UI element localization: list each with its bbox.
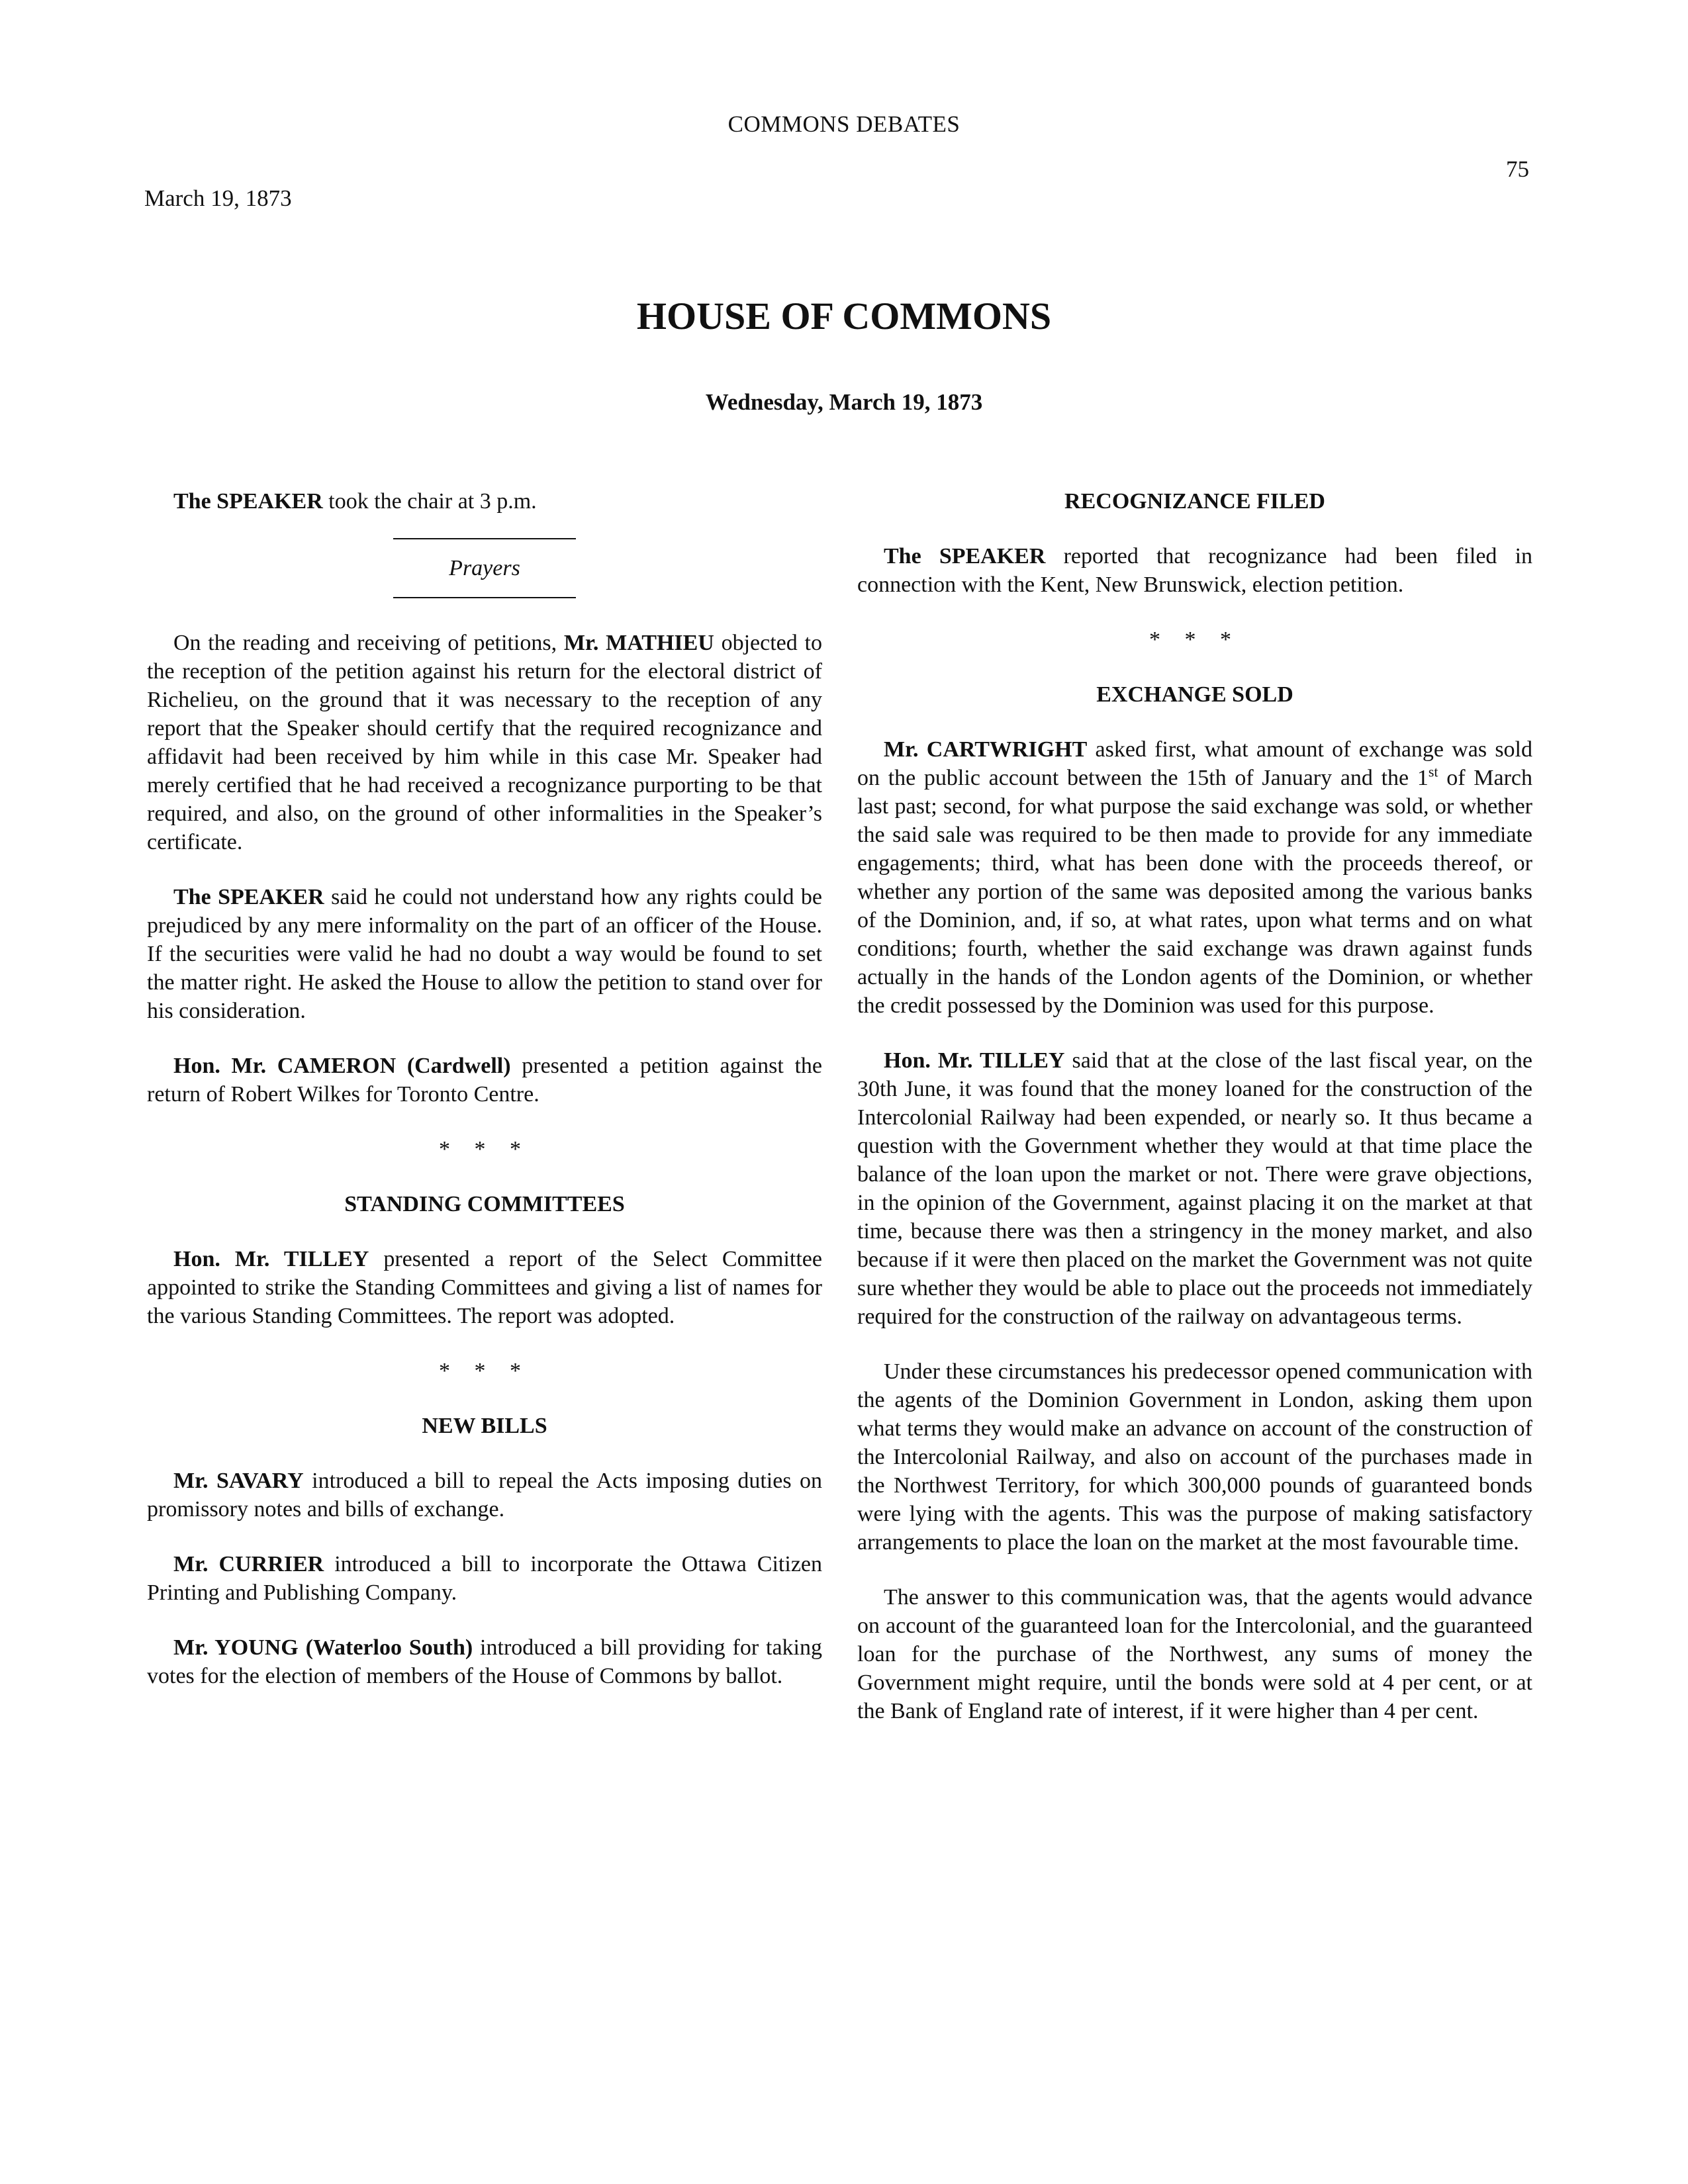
young-paragraph bbox=[147, 1633, 822, 1690]
paragraph-text: took the chair at 3 p.m. bbox=[322, 489, 537, 514]
paragraph-text: said he could not understand how any rights could be prejudiced by any mere informality on the part of an officer of the House. If the securities were valid he had no doubt a way would be found to set the matter right. He asked the House to allow the petition to stand over for his consideration. bbox=[147, 885, 822, 1023]
running-head: COMMONS DEBATES bbox=[727, 111, 961, 137]
divider-rule bbox=[393, 538, 576, 539]
prayers-label: Prayers bbox=[449, 556, 520, 580]
answer-paragraph: The answer to this communication was, that the agents would advance on account of the guaranteed loan for the Intercolonial, and the guaranteed loan for the purchase of the Northwest, any sums of money the Government might require, until the bonds were sold at 4 per cent, or at the Bank of England rate of interest, if it were higher than 4 per cent. bbox=[857, 1585, 1532, 1723]
paragraph-text: introduced a bill to repeal the Acts imposing duties on promissory notes and bills of exchange. bbox=[147, 1469, 822, 1522]
page-number: 75 bbox=[1506, 156, 1529, 182]
mathieu-paragraph bbox=[147, 629, 822, 856]
paragraph-text: reported that recognizance had been filed in connection with the Kent, New Brunswick, election petition. bbox=[857, 544, 1533, 597]
section-separator: * * * bbox=[439, 1137, 530, 1161]
speaker-name: Hon. Mr. TILLEY bbox=[884, 1048, 1065, 1073]
page-date: March 19, 1873 bbox=[144, 185, 292, 211]
paragraph-text: said that at the close of the last fiscal year, on the 30th June, it was found that the money loaned for the construction of the Intercolonial Railway had been expended, or nearly so. It thus became a question with the Government whether they would at that time place the balance of the loan upon the market or not. There were grave objections, in the opinion of the Government, against placing it on the market at that time, because there was then a stringency in the money market, and also because if it were then placed on the market the Government was not quite sure whether they would be able to place out the proceeds not immediately required for the construction of the railway on advantageous terms. bbox=[857, 1048, 1532, 1329]
paragraph-text: of March last past; second, for what purpose the said exchange was sold, or whether the said sale was required to be then made to provide for any immediate engagements; third, what has been done with the proceeds thereof, or whether any portion of the same was deposited among the various banks of the Dominion, and, if so, at what rates, upon what terms and on what conditions; fourth, whether the said exchange was drawn against funds actually in the hands of the London agents of the Dominion, or whether the credit possessed by the Dominion was used for this purpose. bbox=[857, 766, 1532, 1018]
cameron-paragraph bbox=[147, 1052, 822, 1109]
paragraph-text: presented a petition against the return of Robert Wilkes for Toronto Centre. bbox=[147, 1054, 822, 1107]
cartwright-paragraph bbox=[857, 735, 1532, 1020]
divider-rule bbox=[393, 597, 576, 598]
speaker-name: The SPEAKER bbox=[884, 544, 1046, 569]
speaker-took-chair-paragraph bbox=[147, 487, 822, 516]
right-column bbox=[857, 487, 1532, 1725]
section-separator: * * * bbox=[1149, 627, 1241, 652]
speaker-name: Hon. Mr. CAMERON (Cardwell) bbox=[173, 1054, 511, 1078]
paragraph-text: introduced a bill to incorporate the Ottawa Citizen Printing and Publishing Company. bbox=[147, 1552, 822, 1605]
standing-committees-heading: STANDING COMMITTEES bbox=[344, 1192, 625, 1216]
currier-paragraph bbox=[147, 1550, 822, 1607]
recognizance-filed-heading: RECOGNIZANCE FILED bbox=[1064, 489, 1325, 514]
tilley-report-paragraph bbox=[147, 1245, 822, 1330]
new-bills-heading: NEW BILLS bbox=[422, 1414, 547, 1438]
savary-paragraph bbox=[147, 1467, 822, 1524]
page-title: HOUSE OF COMMONS bbox=[636, 295, 1052, 338]
paragraph-text: presented a report of the Select Committee appointed to strike the Standing Committees and giving a list of names for the various Standing Committees. The report was adopted. bbox=[147, 1247, 822, 1328]
exchange-sold-heading: EXCHANGE SOLD bbox=[1096, 682, 1293, 707]
speaker-name: Hon. Mr. TILLEY bbox=[173, 1247, 369, 1271]
paragraph-text: On the reading and receiving of petitions, bbox=[173, 631, 564, 655]
paragraph-text: asked first, what amount of exchange was sold on the public account between the 15th of January and the 1 bbox=[857, 737, 1532, 790]
speaker-name: The SPEAKER bbox=[173, 885, 324, 909]
paragraph-text: introduced a bill providing for taking votes for the election of members of the House of Commons by ballot. bbox=[147, 1635, 823, 1688]
speaker-name: Mr. YOUNG (Waterloo South) bbox=[173, 1635, 473, 1660]
speaker-name: Mr. CARTWRIGHT bbox=[884, 737, 1088, 762]
speaker-name: Mr. SAVARY bbox=[173, 1469, 304, 1493]
paragraph-text: objected to the reception of the petition against his return for the electoral district of Richelieu, on the ground that it was necessary to the reception of any report that the Speaker should certify that the required recognizance and affidavit had been received by him while in this case Mr. Speaker had merely certified that he had received a recognizance purporting to be that required, and also, on the ground of other informalities in the Speaker’s certificate. bbox=[147, 631, 822, 854]
under-circumstances-paragraph: Under these circumstances his predecessor opened communication with the agents of the Dominion Government in London, asking them upon what terms they would make an advance on account of the construction of the Intercolonial Railway, and also on account of the purchases made in the Northwest Territory, for which 300,000 pounds of guaranteed bonds were lying with the agents. This was the purpose of making satisfactory arrangements to place the loan on the market at the most favourable time. bbox=[857, 1359, 1532, 1555]
speaker-name: Mr. MATHIEU bbox=[563, 631, 714, 655]
tilley-said-paragraph bbox=[857, 1046, 1532, 1331]
speaker-name: Mr. CURRIER bbox=[173, 1552, 324, 1576]
sitting-date: Wednesday, March 19, 1873 bbox=[705, 389, 983, 415]
speaker-reported-paragraph bbox=[857, 542, 1532, 599]
left-column bbox=[147, 487, 822, 1690]
speaker-name: The SPEAKER bbox=[173, 489, 323, 514]
section-separator: * * * bbox=[439, 1359, 530, 1383]
speaker-said-paragraph bbox=[147, 883, 822, 1025]
ordinal-suffix: st bbox=[1428, 763, 1438, 780]
